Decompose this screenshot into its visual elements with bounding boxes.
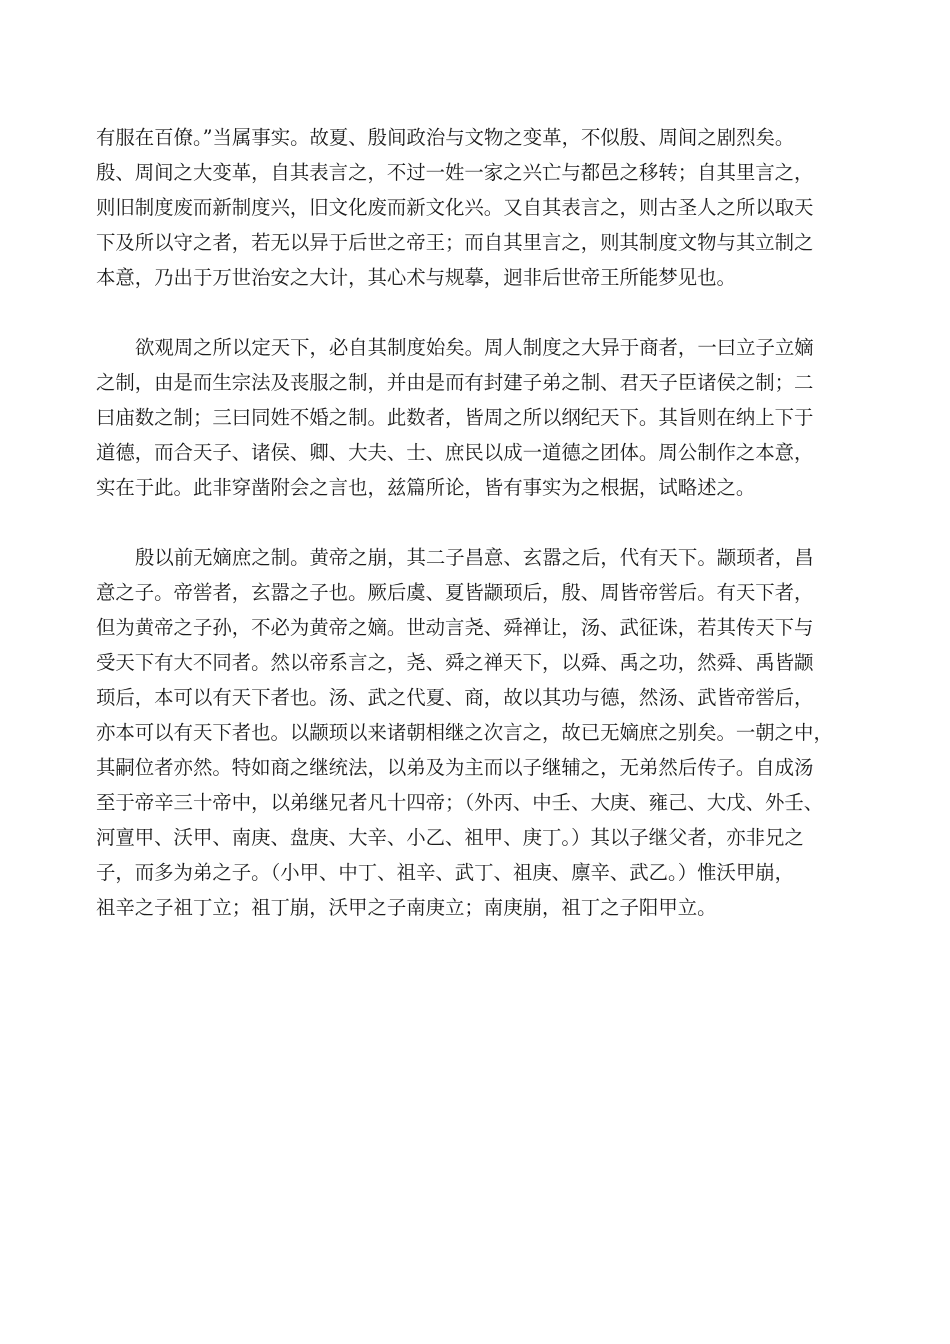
text-line: 祖辛之子祖丁立；祖丁崩，沃甲之子南庚立；南庚崩，祖丁之子阳甲立。 (96, 896, 717, 919)
text-line: 之制，由是而生宗法及丧服之制，并由是而有封建子弟之制、君天子臣诸侯之制；二 (96, 371, 814, 394)
text-line: 亦本可以有天下者也。以颛顼以来诸朝相继之次言之，故已无嫡庶之别矣。一朝之中， (96, 721, 833, 744)
text-line: 本意，乃出于万世治安之大计，其心术与规摹，迥非后世帝王所能梦见也。 (96, 266, 736, 289)
text-line: 其嗣位者亦然。特如商之继统法，以弟及为主而以子继辅之，无弟然后传子。自成汤 (96, 756, 814, 779)
document-body (96, 120, 856, 960)
text-line: 殷以前无嫡庶之制。黄帝之崩，其二子昌意、玄嚣之后，代有天下。颛顼者，昌 (135, 546, 814, 569)
text-line: 意之子。帝喾者，玄嚣之子也。厥后虞、夏皆颛顼后，殷、周皆帝喾后。有天下者， (96, 581, 814, 604)
text-line: 受天下有大不同者。然以帝系言之，尧、舜之禅天下，以舜、禹之功，然舜、禹皆颛 (96, 651, 814, 674)
text-line: 河亶甲、沃甲、南庚、盘庚、大辛、小乙、祖甲、庚丁。）其以子继父者，亦非兄之 (96, 826, 804, 849)
text-line: 至于帝辛三十帝中，以弟继兄者凡十四帝；（外丙、中壬、大庚、雍己、大戊、外壬、 (96, 791, 824, 814)
text-line: 道德，而合天子、诸侯、卿、大夫、士、庶民以成一道德之团体。周公制作之本意， (96, 441, 814, 464)
text-line: 实在于此。此非穿凿附会之言也，兹篇所论，皆有事实为之根据，试略述之。 (96, 476, 756, 499)
paragraph-1 (96, 120, 856, 295)
text-line: 殷、周间之大变革，自其表言之，不过一姓一家之兴亡与都邑之移转；自其里言之， (96, 161, 814, 184)
text-line: 欲观周之所以定天下，必自其制度始矣。周人制度之大异于商者，一曰立子立嫡 (135, 336, 814, 359)
text-line: 下及所以守之者，若无以异于后世之帝王；而自其里言之，则其制度文物与其立制之 (96, 231, 814, 254)
text-line: 顼后，本可以有天下者也。汤、武之代夏、商，故以其功与德，然汤、武皆帝喾后， (96, 686, 814, 709)
paragraph-2 (96, 330, 856, 505)
text-line: 子，而多为弟之子。（小甲、中丁、祖辛、武丁、祖庚、廪辛、武乙。）惟沃甲崩， (96, 861, 795, 884)
text-line: 曰庙数之制；三曰同姓不婚之制。此数者，皆周之所以纲纪天下。其旨则在纳上下于 (96, 406, 814, 429)
text-line: 但为黄帝之子孙，不必为黄帝之嫡。世动言尧、舜禅让，汤、武征诛，若其传天下与 (96, 616, 814, 639)
text-line: 则旧制度废而新制度兴，旧文化废而新文化兴。又自其表言之，则古圣人之所以取天 (96, 196, 814, 219)
text-line: 有服在百僚。”当属事实。故夏、殷间政治与文物之变革，不似殷、周间之剧烈矣。 (96, 126, 795, 149)
paragraph-3 (96, 540, 856, 925)
